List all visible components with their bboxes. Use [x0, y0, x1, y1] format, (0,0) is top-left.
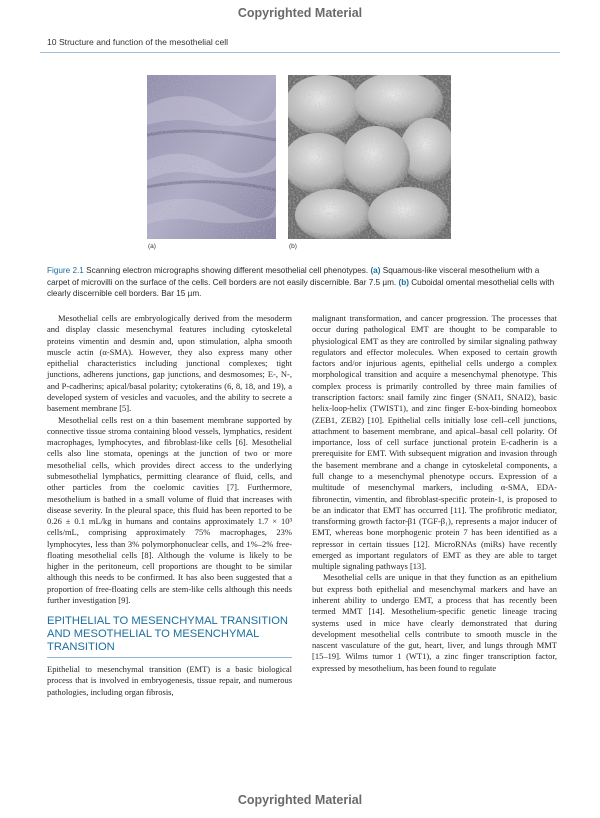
caption-b-text: Cuboidal omental mesothelial cells with clearly discernible cell borders. Bar 15 µm. — [47, 277, 555, 298]
caption-intro: Scanning electron micrographs showing different mesothelial cell phenotypes. — [83, 266, 371, 275]
caption-figure-number: Figure 2.1 — [47, 266, 84, 275]
figure-caption — [47, 265, 557, 300]
paragraph: Mesothelial cells rest on a thin basement membrane supported by connective tissue stroma containing blood vessels, lymphatics, resident macrophages, lymphocytes, and fibroblast-like cells [6]. Mesothelial cells also line stomata, openings at the junction of two or more mesothelial cells, which provides direct access to the underlying submesothelial lymphatics, permitting clearance of fluid, cells, and other particles from the coelomic cavities [7]. Furthermore, mesothelium is bathed in a small volume of fluid that increases with disease severity. In the pleural space, this fluid has been reported to be 0.26 ± 0.1 mL/kg in humans and contains approximately 1.7 × 10³ cells/mL, comprising approximately 75% macrophages, 23% lymphocytes, less than 3% polymorphonuclear cells, and 1%–2% free-floating mesothelial cells [8]. Although the volume is likely to be higher in the peritoneum, cell proportions are thought to be similar although this needs to be confirmed. It has also been suggested that a proportion of free-floating cells are stem-like cells although this needs further investigation [9]. — [47, 414, 292, 606]
caption-a-marker: (a) — [370, 266, 381, 275]
paragraph: Mesothelial cells are embryologically derived from the mesoderm and display classic mesenchymal features including cytoskeletal proteins vimentin and desmin and, upon stimulation, alpha smooth muscle actin (α-SMA). However, they also express many other epithelial characteristics including junctional complexes; tight junctions, adherens junctions, gap junctions, and desmosomes; E-, N-, and P-cadherins; apical/basal polarity; cytokeratins (6, 8, 18, and 19), a developed system of vesicles and vacuoles, and the ability to secrete a basement membrane [5]. — [47, 313, 292, 414]
body-column-left — [47, 313, 292, 698]
section-heading: EPITHELIAL TO MESENCHYMAL TRANSITION AND MESOTHELIAL TO MESENCHYMAL TRANSITION — [47, 615, 292, 658]
body-column-right — [312, 313, 557, 674]
panel-a-label: (a) — [148, 243, 156, 250]
header-rule — [40, 52, 560, 53]
paragraph: Mesothelial cells are unique in that they function as an epithelium but express both epithelial and mesenchymal markers and have an inherent ability to undergo EMT, a process that has recently been termed MMT [14]. Mesothelium-specific genetic lineage tracing systems used in mice have clearly demonstrated that during development mesothelial cells contribute to smooth muscle in the nascent vasculature of the gut, heart, liver, and lungs through MMT [15–19]. Wilms tumor 1 (WT1), a zinc finger transcription factor, expressed by mesothelium, has been found to regulate — [312, 572, 557, 673]
micrograph-panel-a — [147, 75, 276, 239]
caption-a-text: Squamous-like visceral mesothelium with a carpet of microvilli on the surface of the cells. Cell borders are not easily discernible. Bar 7.5 µm. — [47, 266, 540, 287]
micrograph-a-image — [147, 75, 276, 239]
micrograph-panel-b — [288, 75, 451, 239]
copyright-watermark-top: Copyrighted Material — [237, 6, 363, 20]
paragraph: Epithelial to mesenchymal transition (EMT) is a basic biological process that is involved in embryogenesis, tissue repair, and numerous pathologies, including organ fibrosis, — [47, 664, 292, 697]
paragraph: malignant transformation, and cancer progression. The processes that occur during pathological EMT are thought to be comparable to physiological EMT as they are controlled by similar signaling pathway regulators and effector molecules. When exposed to certain growth factors and/or injurious agents, epithelial cells undergo a complex morphological transition and acquire a mesenchymal phenotype. This complex process is primarily controlled by three main families of transcription factors: snail family zinc finger (SNAI1, SNAI2), basic helix-loop-helix (TWIST1), and zinc finger E-box-binding homeobox (ZEB1, ZEB2) [10]. Epithelial cells initially lose cell–cell junctions, attachment to basement membrane, and apical–basal cell polarity. Of importance, loss of cell surface junctional protein E-cadherin is a prerequisite for EMT. With subsequent migration and invasion through the basement membrane and a change in cytoskeletal components, a full change to a mesenchymal phenotype occurs. Expression of a multitude of mesenchymal markers, including α-SMA, EDA-fibronectin, vimentin, and fibroblast-specific protein-1, is proposed to be an indicator that EMT has occurred [11]. The profibrotic mediator, transforming growth factor-β1 (TGF-β₁), represents a major inducer of EMT, whereas bone morphogenic protein 7 has been identified as a repressor in certain tissues [12]. MicroRNAs (miRs) have recently emerged as important regulators of EMT as they are able to target multiple signaling pathways [13]. — [312, 313, 557, 572]
panel-b-label: (b) — [289, 243, 297, 250]
copyright-watermark-bottom: Copyrighted Material — [237, 793, 363, 807]
micrograph-b-image — [288, 75, 451, 239]
running-head: 10 Structure and function of the mesothelial cell — [47, 37, 229, 47]
caption-b-marker: (b) — [398, 277, 409, 287]
